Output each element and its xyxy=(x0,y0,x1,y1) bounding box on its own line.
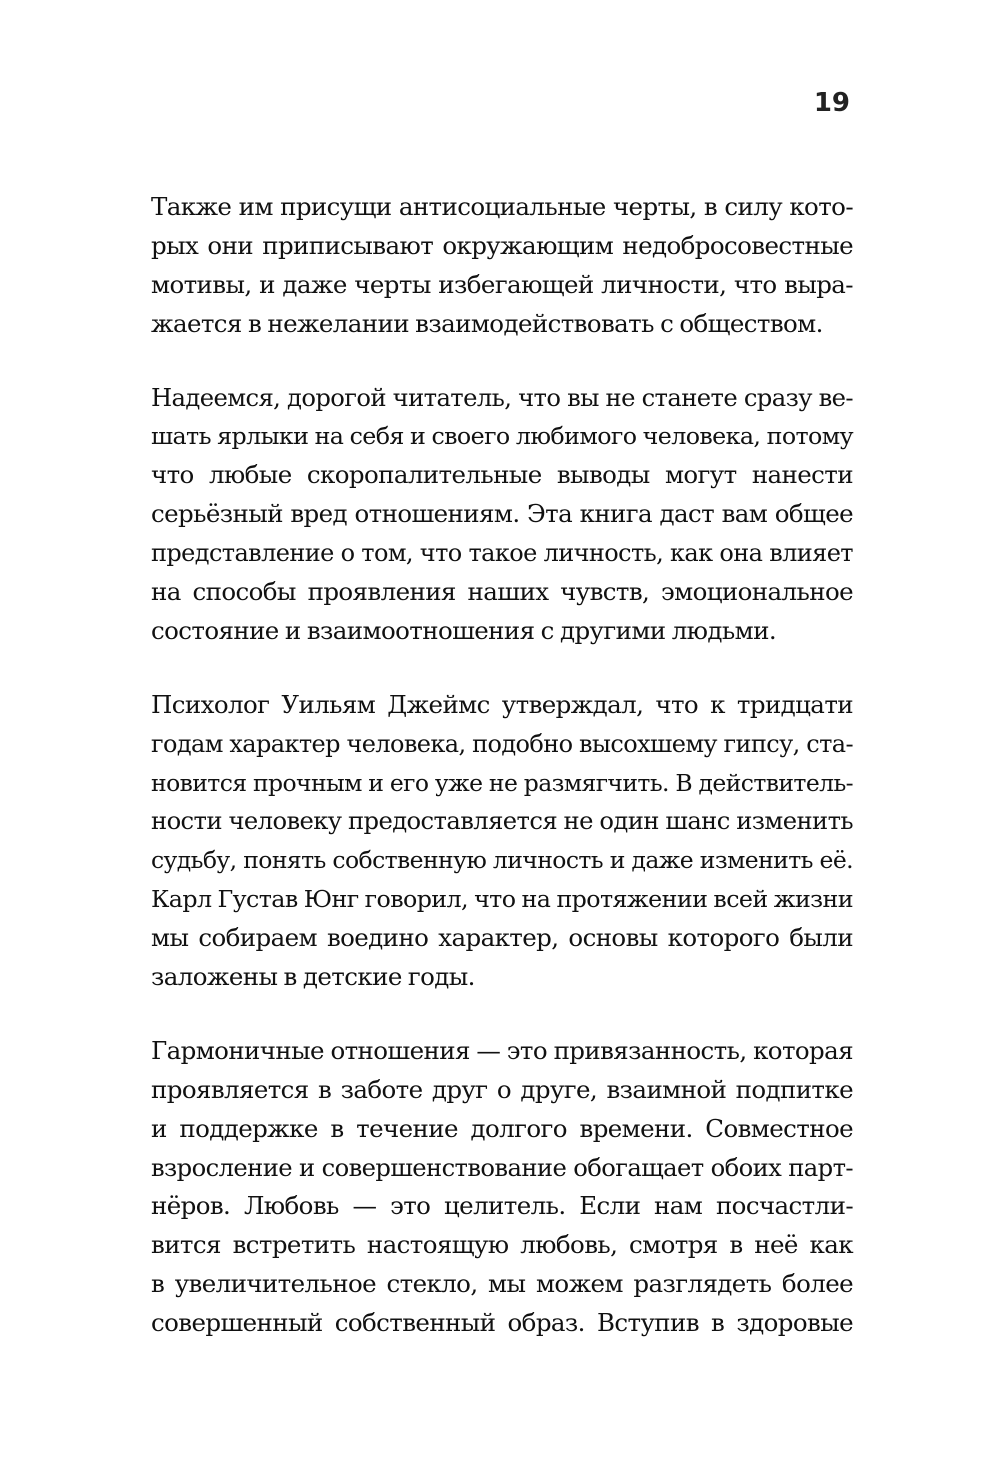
text-line: годам характер человека, подобно высохшему гипсу, ста- xyxy=(151,729,853,758)
paragraph-1 xyxy=(151,188,853,344)
text-line: вится встретить настоящую любовь, смотря в неё как xyxy=(151,1230,853,1260)
text-line: мотивы, и даже черты избегающей личности, что выра- xyxy=(151,269,853,299)
paragraph-4 xyxy=(151,1032,853,1343)
text-line: взросление и совершенствование обогащает обоих парт- xyxy=(151,1152,853,1182)
page-number: 19 xyxy=(813,88,850,118)
text-line: ности человеку предоставляется не один шанс изменить xyxy=(151,806,853,836)
text-line: судьбу, понять собственную личность и даже изменить её. xyxy=(151,846,853,875)
text-line: шать ярлыки на себя и своего любимого человека, потому xyxy=(151,422,853,451)
text-line: Карл Густав Юнг говорил, что на протяжении всей жизни xyxy=(151,885,853,914)
text-line: Психолог Уильям Джеймс утверждал, что к тридцати xyxy=(151,689,853,719)
text-line: что любые скоропалительные выводы могут нанести xyxy=(151,460,853,490)
body-text xyxy=(151,188,853,1378)
text-line: в увеличительное стекло, мы можем разглядеть более xyxy=(151,1269,853,1299)
text-line: нёров. Любовь — это целитель. Если нам посчастли- xyxy=(151,1191,853,1221)
text-line: Гармоничные отношения — это привязанность, которая xyxy=(151,1035,853,1065)
text-line: проявляется в заботе друг о друге, взаимной подпитке xyxy=(151,1074,853,1104)
text-line: заложены в детские годы. xyxy=(151,962,475,992)
paragraph-2 xyxy=(151,379,853,651)
paragraph-3 xyxy=(151,686,853,997)
text-line: новится прочным и его уже не размягчить. В действитель- xyxy=(151,768,853,797)
text-line: состояние и взаимоотношения с другими людьми. xyxy=(151,615,777,645)
text-line: серьёзный вред отношениям. Эта книга даст вам общее xyxy=(151,499,853,529)
text-line: на способы проявления наших чувств, эмоциональное xyxy=(151,577,853,607)
text-line: рых они приписывают окружающим недобросовестные xyxy=(151,230,853,260)
text-line: Также им присущи антисоциальные черты, в силу кото- xyxy=(151,192,853,221)
text-line: жается в нежелании взаимодействовать с обществом. xyxy=(151,308,823,338)
text-line: представление о том, что такое личность, как она влияет xyxy=(151,539,853,568)
text-line: и поддержке в течение долгого времени. Совместное xyxy=(151,1113,853,1143)
text-line: Надеемся, дорогой читатель, что вы не станете сразу ве- xyxy=(151,382,853,412)
text-line: совершенный собственный образ. Вступив в здоровые xyxy=(151,1308,853,1338)
text-line: мы собираем воедино характер, основы которого были xyxy=(151,923,853,953)
